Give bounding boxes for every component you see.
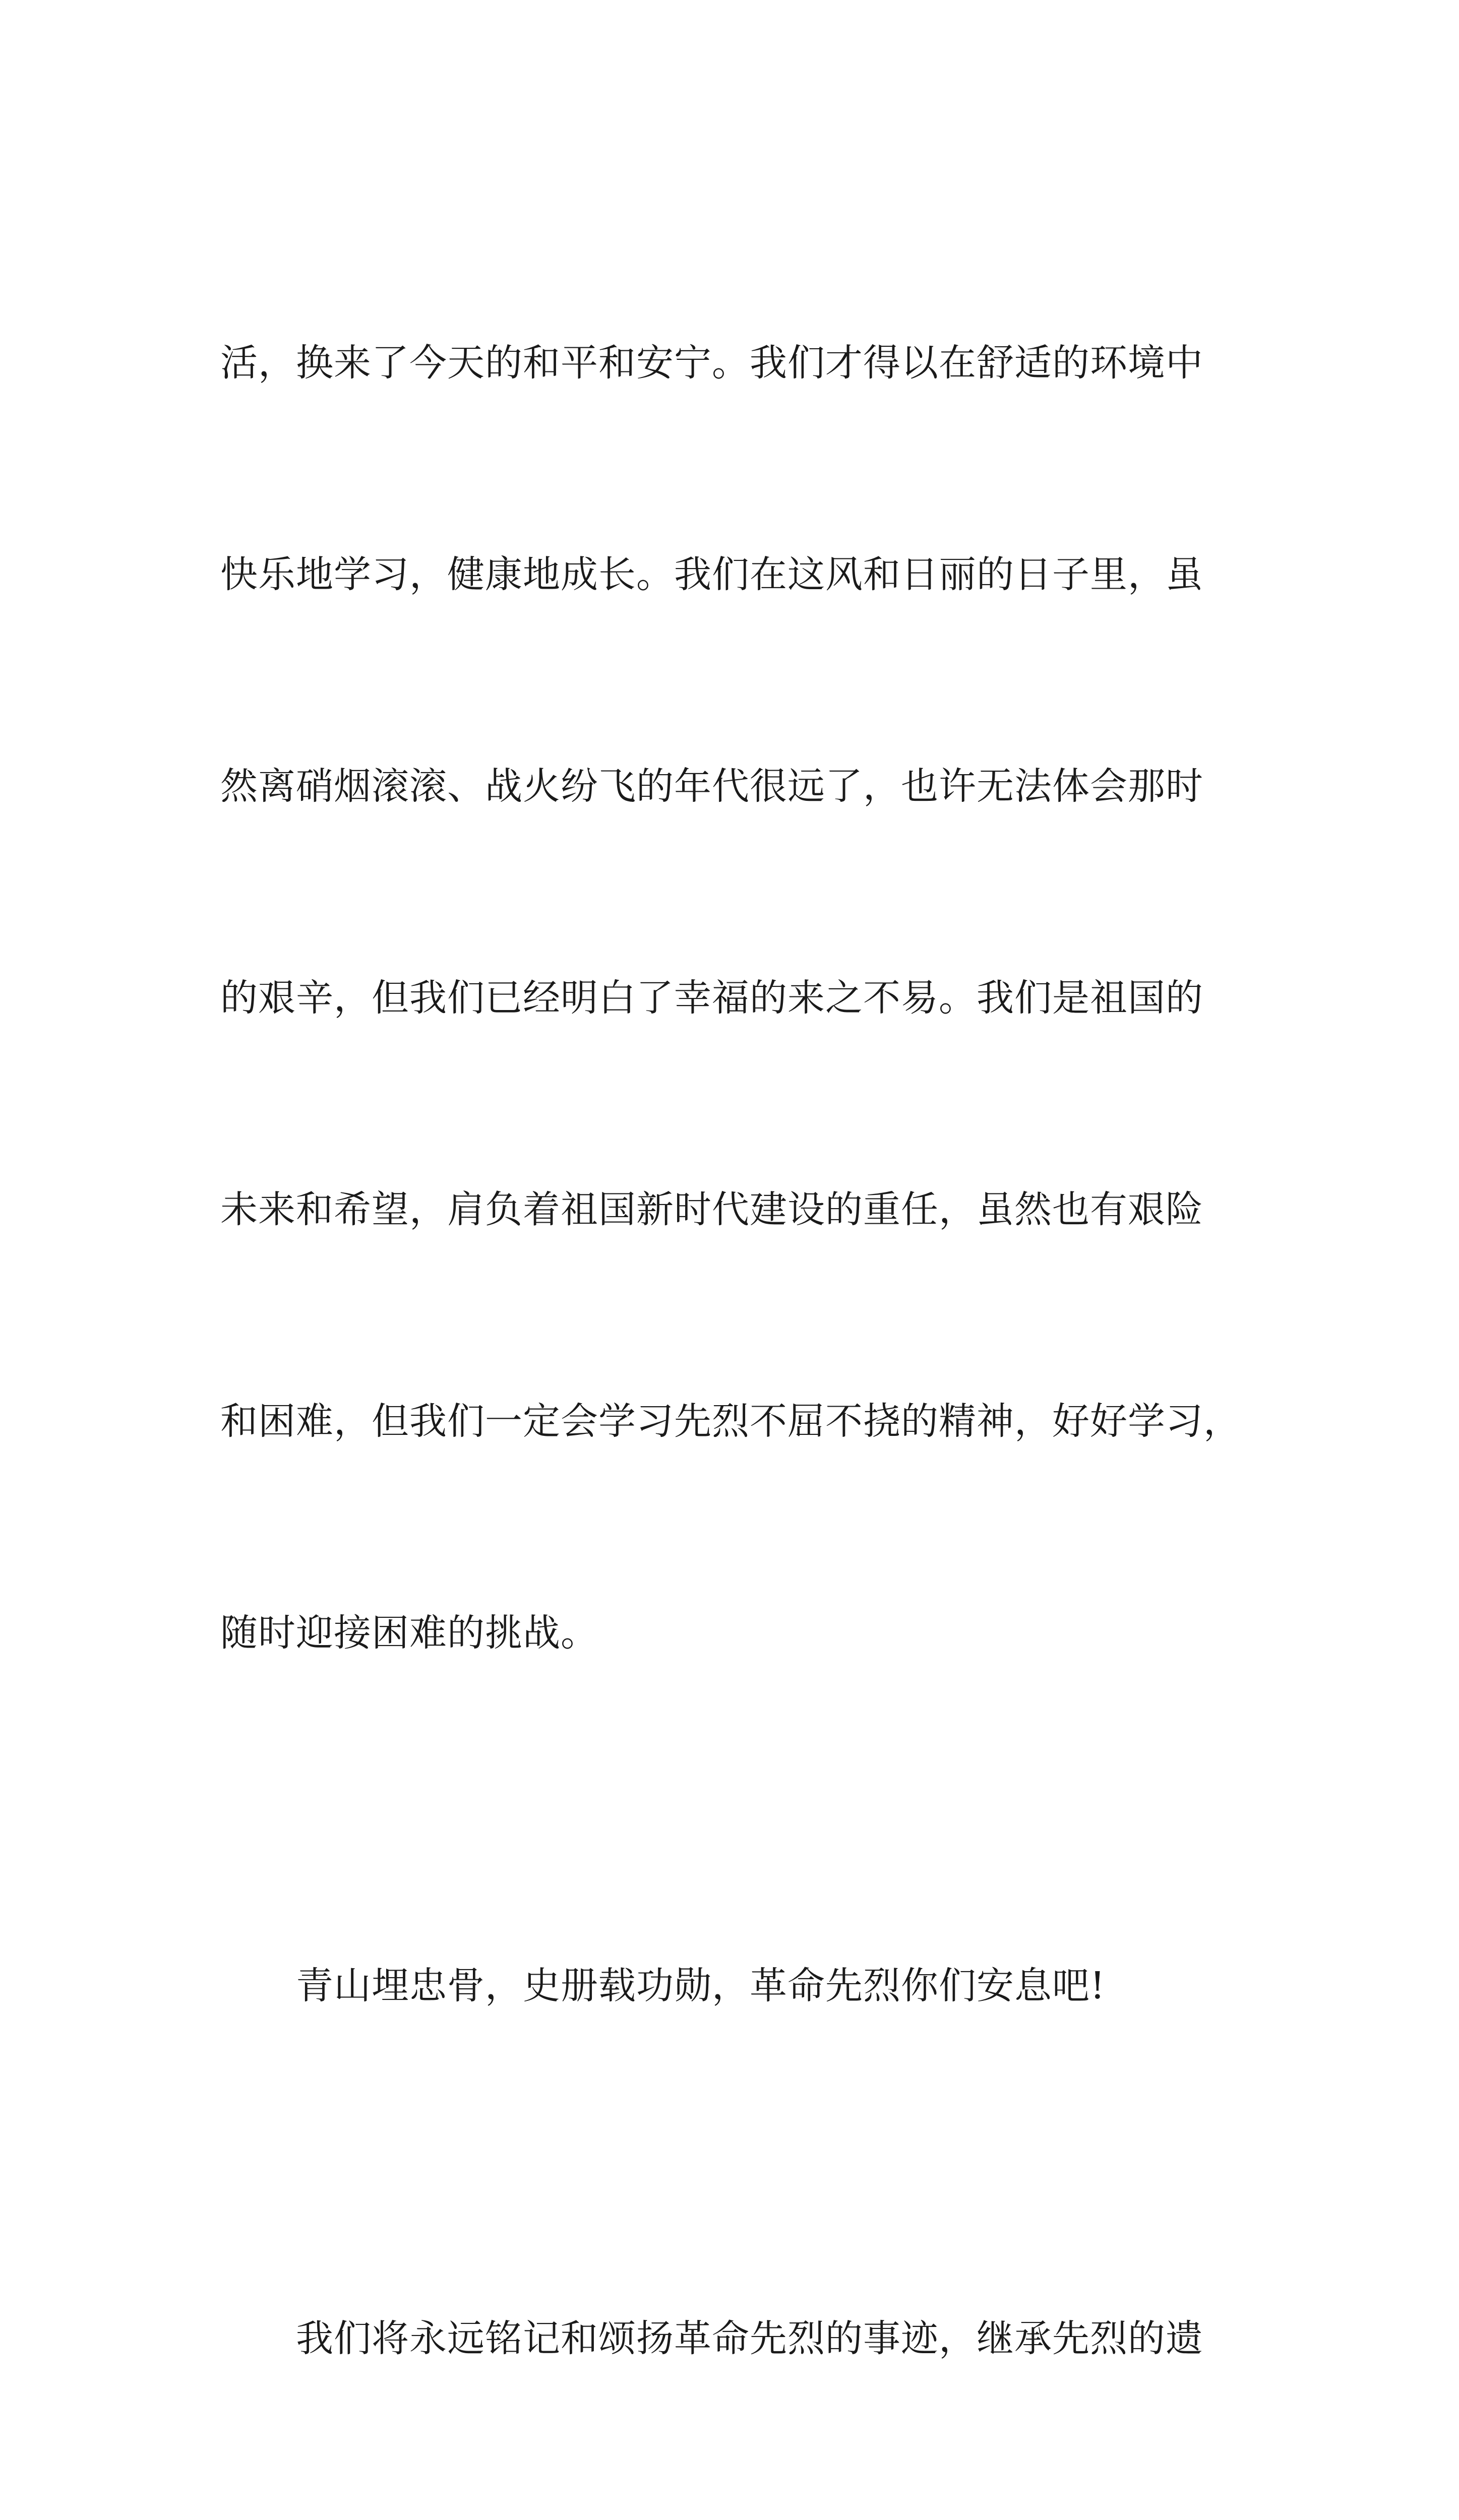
text-line: 然离硝烟滚滚、战火纷飞的年代很远了，也许无法体会那时 [220,765,1203,808]
text-line: 的艰辛，但我们已经明白了幸福的来之不易。我们是祖国的 [220,976,1203,1020]
text-line [220,2515,1259,2520]
paragraph-3 [220,2162,1259,2520]
text-line: 我们将永远铭记和颂扬革命先烈的事迹，继承先烈的遗 [220,2317,1203,2360]
text-line: 青山埋忠骨，史册载功勋，革命先烈你们安息吧! [220,1964,1106,2007]
text-line: 随时迎接困难的挑战。 [220,1611,598,1655]
text-line: 和困难，但我们一定会学习先烈不屈不挠的精神，好好学习， [220,1400,1241,1443]
paragraph-1 [220,186,1259,1809]
text-line: 未来和希望，肩负着祖国新时代建设的重任，虽然也有艰险 [220,1188,1203,1231]
text-line: 快乐地学习，健康地成长。我们在这风和日丽的日子里，虽 [220,553,1203,596]
text-line: 活，换来了今天的和平和安宁。我们才得以在舒适的环境中 [220,341,1203,385]
document-body [220,186,1259,2520]
paragraph-2 [220,1809,1259,2162]
